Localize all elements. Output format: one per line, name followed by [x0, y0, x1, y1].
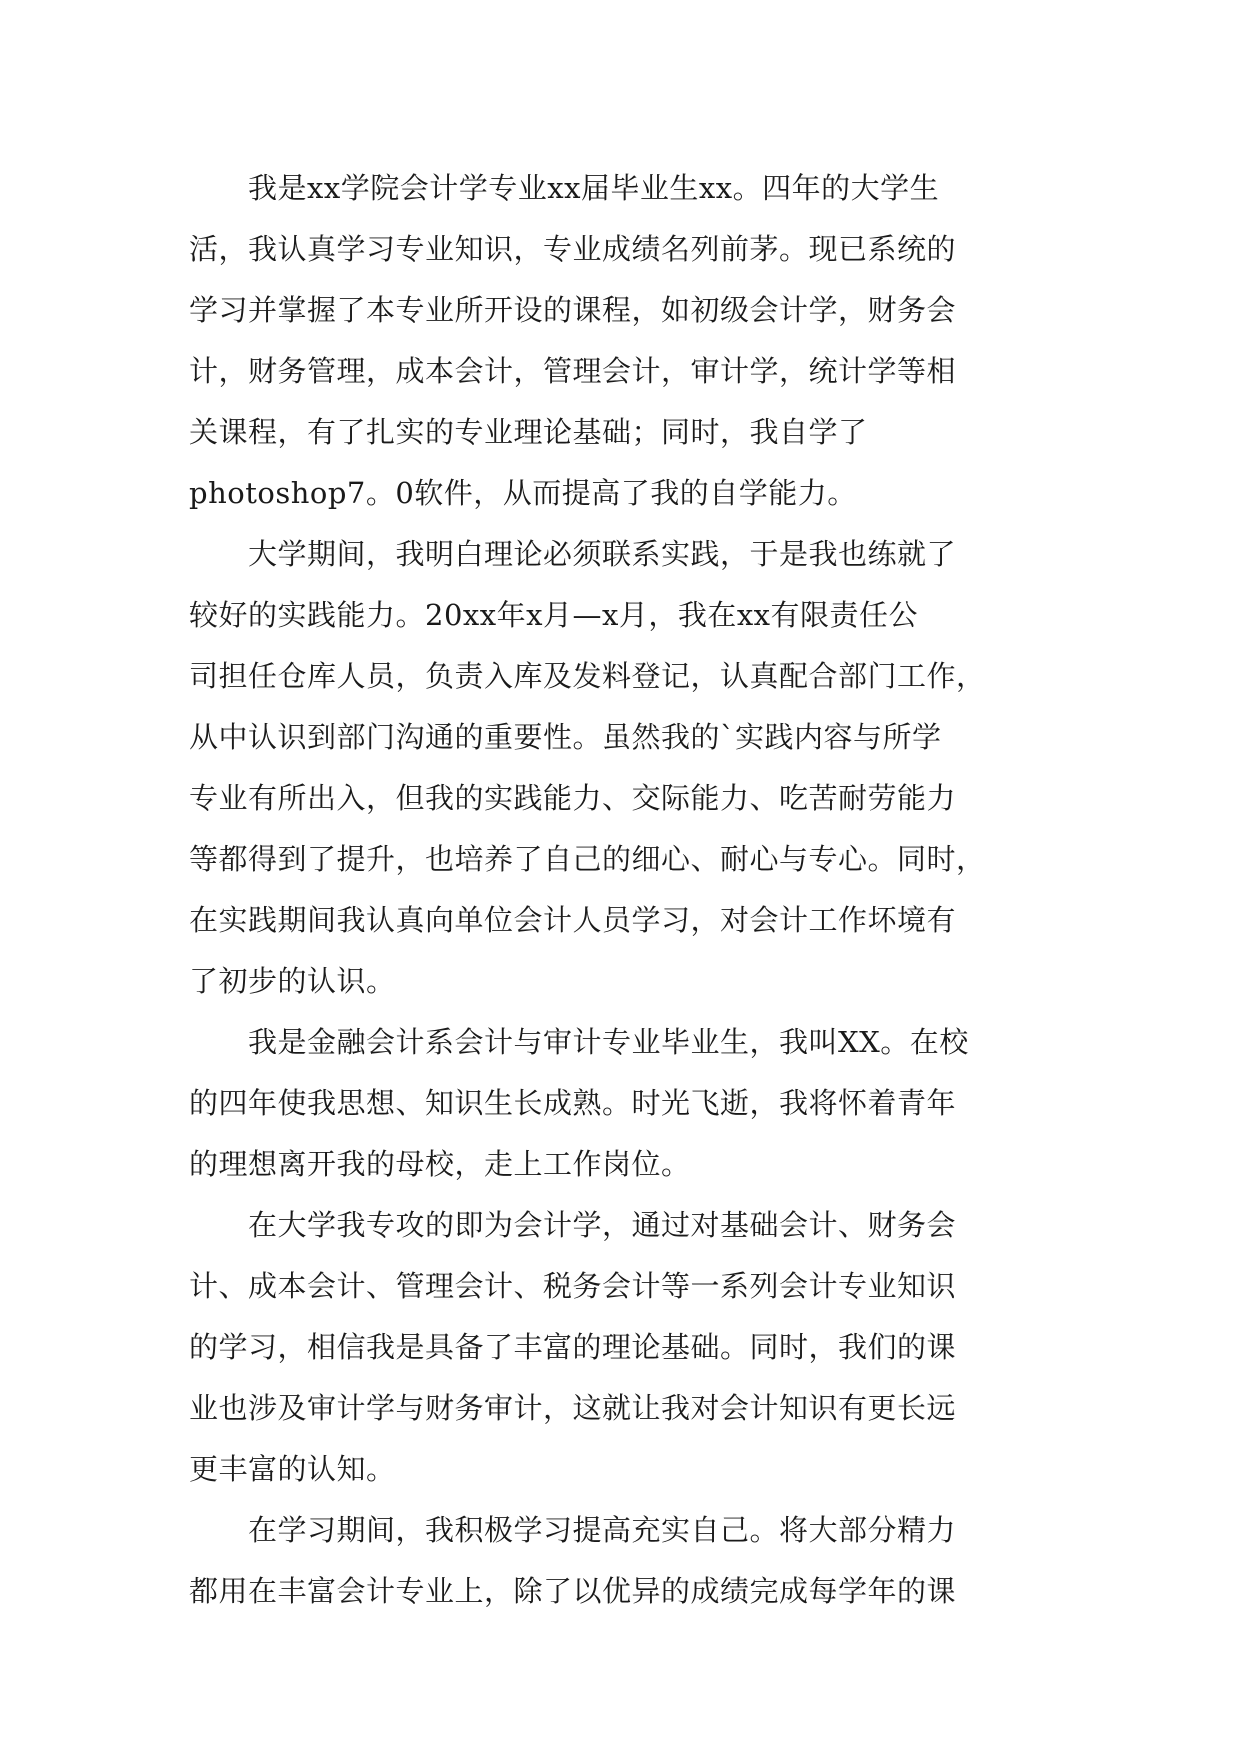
text-line: 活，我认真学习专业知识，专业成绩名列前茅。现已系统的 [189, 232, 957, 266]
text-line: 专业有所出入，但我的实践能力、交际能力、吃苦耐劳能力 [189, 781, 957, 815]
text-line: 学习并掌握了本专业所开设的课程，如初级会计学，财务会 [189, 293, 957, 327]
paragraph-3 [189, 1012, 1051, 1195]
text-line: 我是xx学院会计学专业xx届毕业生xx。四年的大学生 [189, 171, 940, 205]
text-line: photoshop7。0软件，从而提高了我的自学能力。 [189, 476, 857, 510]
document-body [189, 158, 1051, 1622]
text-line: 较好的实践能力。20xx年x月—x月，我在xx有限责任公 [189, 598, 919, 632]
text-line: 在大学我专攻的即为会计学，通过对基础会计、财务会 [189, 1208, 957, 1242]
text-line: 关课程，有了扎实的专业理论基础；同时，我自学了 [189, 415, 868, 449]
text-line: 大学期间，我明白理论必须联系实践，于是我也练就了 [189, 537, 957, 571]
paragraph-5 [189, 1500, 1051, 1622]
text-line: 了初步的认识。 [189, 964, 396, 998]
text-line: 从中认识到部门沟通的重要性。虽然我的`实践内容与所学 [189, 720, 942, 754]
text-line: 司担任仓库人员，负责入库及发料登记，认真配合部门工作， [189, 659, 986, 693]
text-line: 在实践期间我认真向单位会计人员学习，对会计工作坏境有 [189, 903, 957, 937]
paragraph-1 [189, 158, 1051, 524]
text-line: 更丰富的认知。 [189, 1452, 396, 1486]
paragraph-2 [189, 524, 1051, 1012]
text-line: 等都得到了提升，也培养了自己的细心、耐心与专心。同时， [189, 842, 986, 876]
text-line: 的学习，相信我是具备了丰富的理论基础。同时，我们的课 [189, 1330, 957, 1364]
text-line: 业也涉及审计学与财务审计，这就让我对会计知识有更长远 [189, 1391, 957, 1425]
text-line: 计，财务管理，成本会计，管理会计，审计学，统计学等相 [189, 354, 957, 388]
text-line: 的理想离开我的母校，走上工作岗位。 [189, 1147, 691, 1181]
text-line: 计、成本会计、管理会计、税务会计等一系列会计专业知识 [189, 1269, 957, 1303]
paragraph-4 [189, 1195, 1051, 1500]
text-line: 都用在丰富会计专业上，除了以优异的成绩完成每学年的课 [189, 1574, 957, 1608]
text-line: 的四年使我思想、知识生长成熟。时光飞逝，我将怀着青年 [189, 1086, 957, 1120]
text-line: 在学习期间，我积极学习提高充实自己。将大部分精力 [189, 1513, 957, 1547]
text-line: 我是金融会计系会计与审计专业毕业生，我叫XX。在校 [189, 1025, 969, 1059]
